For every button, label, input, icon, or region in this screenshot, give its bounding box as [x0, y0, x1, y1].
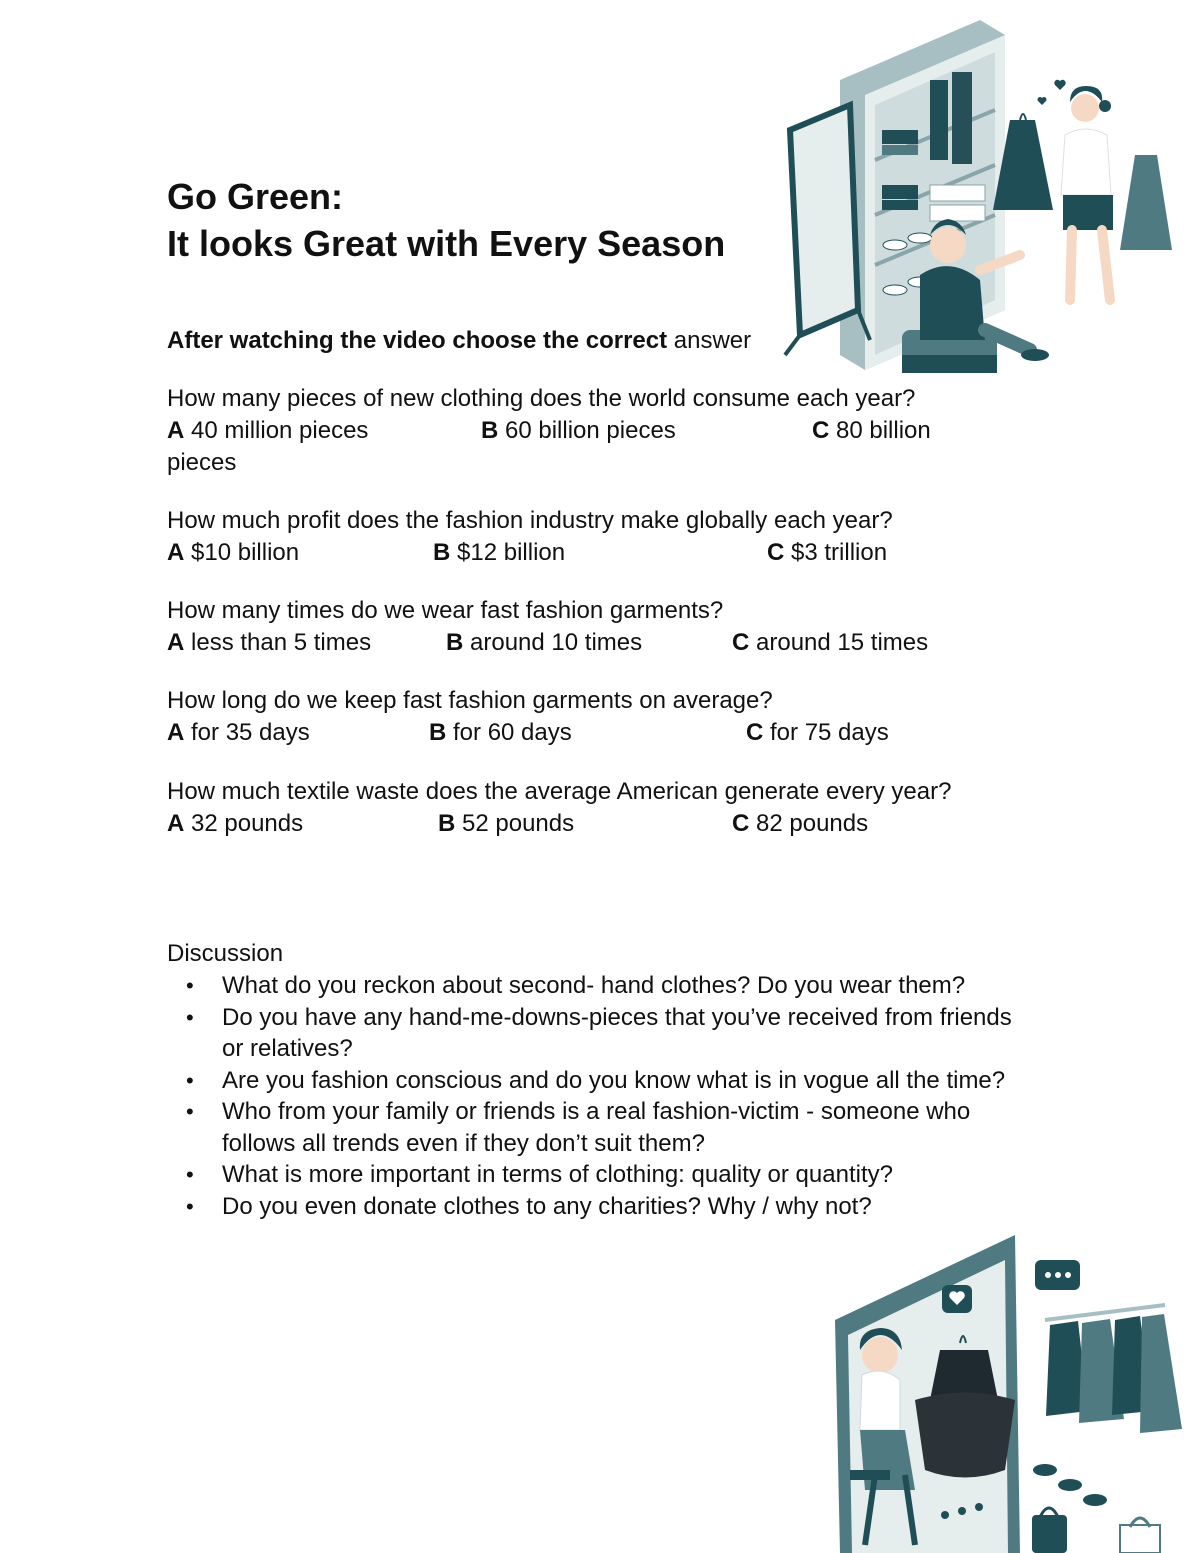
online-shopping-illustration-icon — [820, 1225, 1200, 1553]
question-5 — [167, 776, 1007, 840]
question-1 — [167, 383, 1047, 479]
page-title — [167, 173, 725, 267]
option-text: $3 trillion — [784, 539, 888, 566]
option-text: for 60 days — [446, 719, 572, 746]
options-row — [167, 717, 1047, 749]
option-letter: B — [433, 539, 451, 566]
instruction-text — [167, 325, 751, 357]
option-text: 40 million pieces — [184, 417, 369, 444]
option-letter: B — [481, 417, 499, 444]
discussion-item: • What do you reckon about second- hand clothes? Do you wear them? — [222, 970, 1032, 1002]
option-text: around 15 times — [749, 629, 929, 656]
option-c[interactable] — [746, 717, 889, 749]
option-c[interactable] — [812, 415, 931, 447]
option-letter: C — [732, 810, 750, 837]
option-letter: B — [446, 629, 464, 656]
option-text: around 10 times — [463, 629, 643, 656]
option-letter: C — [732, 629, 750, 656]
option-a[interactable] — [167, 808, 303, 840]
title-line-1: Go Green: — [167, 176, 344, 217]
options-row — [167, 415, 1047, 447]
option-c[interactable] — [732, 627, 928, 659]
option-letter: A — [167, 810, 185, 837]
option-b[interactable] — [429, 717, 572, 749]
discussion-item: • Do you have any hand-me-downs-pieces that you’ve received from friends or relatives? — [222, 1002, 1032, 1065]
options-row — [167, 627, 1047, 659]
option-letter: C — [767, 539, 785, 566]
option-letter: A — [167, 719, 185, 746]
option-text: $10 billion — [184, 539, 300, 566]
discussion-heading: Discussion — [167, 940, 284, 967]
option-text: 52 pounds — [455, 810, 575, 837]
option-text: 32 pounds — [184, 810, 304, 837]
question-text: How many times do we wear fast fashion garments? — [167, 597, 724, 624]
option-c[interactable] — [732, 808, 868, 840]
option-letter: B — [438, 810, 456, 837]
question-2 — [167, 505, 1047, 569]
option-b[interactable] — [433, 537, 565, 569]
question-4 — [167, 685, 1047, 749]
instruction-normal: answer — [667, 327, 752, 354]
option-text: 60 billion pieces — [498, 417, 676, 444]
option-text: for 75 days — [763, 719, 889, 746]
option-a[interactable] — [167, 537, 299, 569]
option-text: 80 billion — [829, 417, 931, 444]
discussion-item: • Are you fashion conscious and do you know what is in vogue all the time? — [222, 1065, 1032, 1097]
option-a[interactable] — [167, 717, 310, 749]
title-line-2: It looks Great with Every Season — [167, 223, 726, 264]
discussion-list — [222, 970, 1032, 1222]
option-text: 82 pounds — [749, 810, 869, 837]
option-letter: C — [746, 719, 764, 746]
option-c[interactable] — [767, 537, 887, 569]
question-text: How long do we keep fast fashion garments on average? — [167, 687, 773, 714]
discussion-item: • What is more important in terms of clothing: quality or quantity? — [222, 1159, 1032, 1191]
discussion-item: • Who from your family or friends is a real fashion-victim - someone who follows all trends even if they don’t suit them? — [222, 1096, 1032, 1159]
question-text: How much profit does the fashion industry make globally each year? — [167, 507, 893, 534]
discussion-item: • Do you even donate clothes to any charities? Why / why not? — [222, 1191, 1032, 1223]
options-row — [167, 537, 1047, 569]
question-3 — [167, 595, 1047, 659]
option-a[interactable] — [167, 627, 371, 659]
option-b[interactable] — [446, 627, 642, 659]
option-text: for 35 days — [184, 719, 310, 746]
option-letter: A — [167, 539, 185, 566]
options-row — [167, 808, 1007, 840]
instruction-bold: After watching the video choose the correct — [167, 327, 668, 354]
option-letter: C — [812, 417, 830, 444]
option-b[interactable] — [481, 415, 676, 447]
option-letter: A — [167, 417, 185, 444]
wardrobe-illustration-icon — [780, 10, 1180, 390]
option-letter: A — [167, 629, 185, 656]
option-a[interactable] — [167, 415, 368, 447]
question-text: How many pieces of new clothing does the world consume each year? — [167, 385, 916, 412]
option-b[interactable] — [438, 808, 574, 840]
option-c-wrap: pieces — [167, 449, 237, 476]
option-text: less than 5 times — [184, 629, 372, 656]
question-text: How much textile waste does the average American generate every year? — [167, 778, 952, 805]
option-letter: B — [429, 719, 447, 746]
option-text: $12 billion — [450, 539, 566, 566]
